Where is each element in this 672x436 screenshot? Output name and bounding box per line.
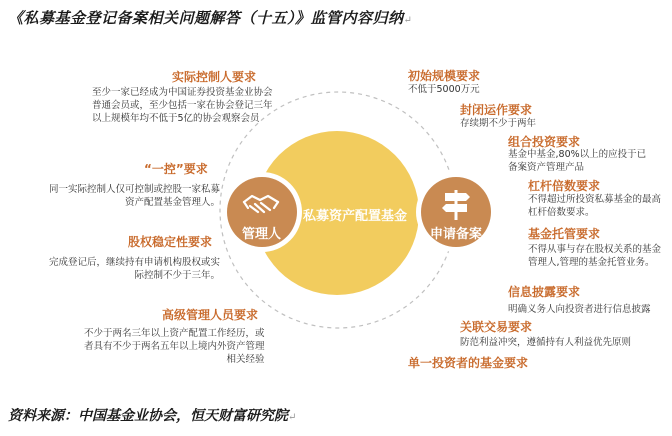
body-line: 不得超过所投资私募基金的最高 bbox=[528, 194, 662, 205]
body-line: 相关经验 bbox=[226, 354, 265, 365]
left-item-body bbox=[40, 256, 220, 282]
right-item-body bbox=[528, 243, 661, 269]
body-line: 备案资产管理产品 bbox=[508, 162, 585, 173]
body-line: 存续期不少于两年 bbox=[460, 118, 537, 129]
right-item-body bbox=[408, 83, 480, 96]
page-title: 《私募基金登记备案相关问题解答（十五）》监管内容归纳↵ bbox=[8, 9, 413, 27]
left-item-body bbox=[84, 327, 265, 366]
left-item-body bbox=[40, 183, 220, 209]
body-line: 不低于5000万元 bbox=[408, 84, 480, 95]
body-line: 基金中基金,80%以上的应投于已 bbox=[508, 149, 647, 160]
right-item-body bbox=[528, 193, 661, 219]
body-line: 以上规模年均不低于5亿的协会观察会员 bbox=[92, 113, 260, 124]
left-circle-label: 管理人 bbox=[242, 227, 282, 242]
right-item-body bbox=[460, 336, 631, 349]
right-item-title: 单一投资者的基金要求 bbox=[408, 356, 529, 370]
right-item-body bbox=[508, 148, 646, 174]
body-line: 至少一家已经成为中国证券投资基金业协会 bbox=[92, 87, 273, 98]
body-line: 明确义务人向投资者进行信息披露 bbox=[508, 304, 651, 315]
body-line: 者具有不少于两名五年以上境内外资产管理 bbox=[84, 341, 265, 352]
body-line: 完成登记后，继续持有申请机构股权或实 bbox=[48, 257, 220, 268]
body-line: 杠杆倍数要求。 bbox=[528, 207, 595, 218]
paragraph-mark: ↵ bbox=[403, 15, 413, 26]
right-item-title: 初始规模要求 bbox=[408, 69, 481, 83]
right-item-title: 关联交易要求 bbox=[460, 320, 533, 334]
right-item-title: 封闭运作要求 bbox=[460, 103, 533, 117]
left-item-title: 实际控制人要求 bbox=[172, 70, 257, 84]
center-label: 私募资产配置基金 bbox=[303, 209, 408, 224]
body-line: 同一实际控制人仅可控制或控股一家私募 bbox=[48, 184, 220, 195]
body-line: 管理人,管理的基金托管业务。 bbox=[528, 257, 655, 268]
body-line: 资产配置基金管理人。 bbox=[124, 197, 220, 208]
right-item-title: 组合投资要求 bbox=[508, 135, 581, 149]
body-line: 际控制不少于三年。 bbox=[134, 270, 220, 281]
left-item-title: 股权稳定性要求 bbox=[128, 235, 213, 249]
right-item-body bbox=[460, 117, 536, 130]
left-item-title: “一控”要求 bbox=[144, 162, 208, 176]
left-item-body bbox=[92, 86, 273, 125]
paragraph-mark: ↵ bbox=[288, 412, 297, 423]
source-note: 资料来源：中国基金业协会，恒天财富研究院↵ bbox=[8, 408, 297, 424]
body-line: 不少于两名三年以上资产配置工作经历，或 bbox=[84, 328, 265, 339]
right-circle-label: 申请备案 bbox=[430, 227, 483, 242]
right-item-title: 基金托管要求 bbox=[528, 227, 601, 241]
left-item-title: 高级管理人员要求 bbox=[162, 308, 259, 322]
right-item-body bbox=[508, 303, 651, 316]
body-line: 防范利益冲突，遵循持有人利益优先原则 bbox=[460, 337, 632, 348]
right-item-title: 杠杆倍数要求 bbox=[528, 179, 601, 193]
right-item-title: 信息披露要求 bbox=[508, 285, 581, 299]
body-line: 不得从事与存在股权关系的基金 bbox=[528, 244, 662, 255]
body-line: 普通会员或，至少包括一家在协会登记三年 bbox=[92, 100, 273, 111]
